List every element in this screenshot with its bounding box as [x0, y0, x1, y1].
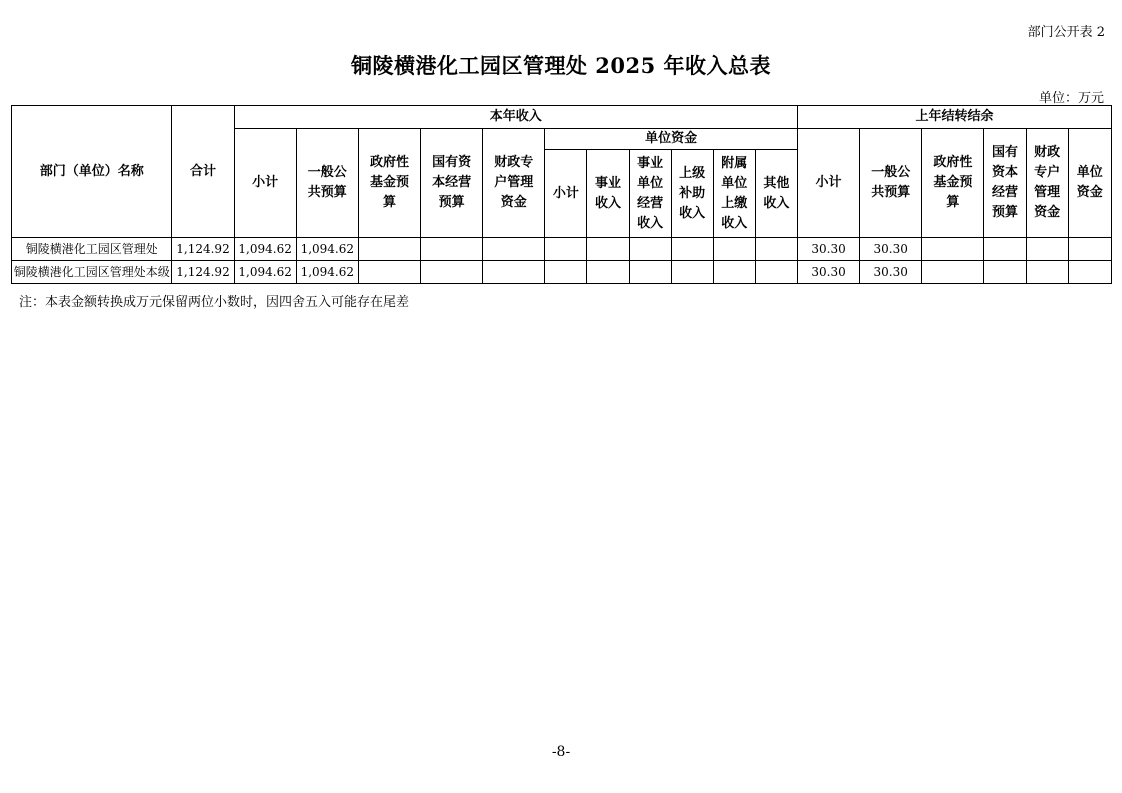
header-py-unit-funds-text: 单位资金 — [1076, 165, 1103, 200]
header-uf-other — [755, 150, 797, 238]
header-dept-name: 部门（单位）名称 — [12, 106, 172, 238]
row-py-unit-funds — [1068, 238, 1111, 261]
header-total: 合计 — [172, 106, 234, 238]
header-unit-funds: 单位资金 — [545, 129, 798, 150]
header-py-general-text: 一般公共预算 — [871, 165, 911, 200]
row-uf-operating — [629, 238, 671, 261]
row-cy-state-capital — [421, 238, 483, 261]
row-uf-other — [755, 261, 797, 284]
row-py-gov-fund — [922, 261, 984, 284]
header-py-state-capital-text: 国有资本经营预算 — [991, 145, 1018, 220]
row-uf-subtotal — [545, 238, 587, 261]
header-uf-other-text: 其他收入 — [763, 175, 790, 211]
header-cy-fiscal-special — [483, 129, 545, 238]
page-title: 铜陵横港化工园区管理处 2025 年收入总表 — [350, 53, 772, 78]
table-note: 注：本表金额转换成万元保留两位小数时，因四舍五入可能存在尾差 — [19, 295, 410, 310]
row-total: 1,124.92 — [172, 238, 234, 261]
row-cy-fiscal-special — [483, 238, 545, 261]
header-cy-subtotal: 小计 — [234, 129, 296, 238]
header-py-fiscal-special-text: 财政专户管理资金 — [1034, 145, 1061, 220]
header-uf-business — [587, 150, 629, 238]
row-py-subtotal: 30.30 — [797, 261, 859, 284]
header-py-state-capital — [984, 129, 1026, 238]
row-cy-gov-fund — [358, 261, 420, 284]
row-uf-subordinate — [713, 238, 755, 261]
header-prior-year: 上年结转结余 — [797, 106, 1111, 129]
row-uf-subordinate — [713, 261, 755, 284]
header-uf-subtotal: 小计 — [545, 150, 587, 238]
row-name: 铜陵横港化工园区管理处本级 — [12, 261, 172, 284]
row-uf-other — [755, 238, 797, 261]
header-py-gov-fund — [922, 129, 984, 238]
row-uf-business — [587, 261, 629, 284]
header-cy-fiscal-special-text: 财政专户管理资金 — [494, 155, 534, 210]
header-py-subtotal: 小计 — [797, 129, 859, 238]
row-py-state-capital — [984, 238, 1026, 261]
row-cy-gov-fund — [358, 238, 420, 261]
row-cy-general: 1,094.62 — [296, 261, 358, 284]
row-py-general: 30.30 — [860, 238, 922, 261]
income-summary-table — [11, 105, 1112, 284]
header-uf-superior-subsidy — [671, 150, 713, 238]
header-py-general — [860, 129, 922, 238]
unit-label: 单位：万元 — [1038, 91, 1104, 106]
row-uf-subtotal — [545, 261, 587, 284]
header-cy-state-capital-text: 国有资本经营预算 — [432, 155, 472, 210]
header-current-year: 本年收入 — [234, 106, 797, 129]
header-cy-general — [296, 129, 358, 238]
row-cy-subtotal: 1,094.62 — [234, 261, 296, 284]
row-uf-business — [587, 238, 629, 261]
row-py-unit-funds — [1068, 261, 1111, 284]
header-py-fiscal-special — [1026, 129, 1068, 238]
row-uf-operating — [629, 261, 671, 284]
header-uf-operating-text: 事业单位经营收入 — [637, 155, 664, 231]
header-uf-subordinate — [713, 150, 755, 238]
form-number: 部门公开表 2 — [1027, 25, 1105, 40]
header-cy-general-text: 一般公共预算 — [307, 165, 347, 200]
header-uf-operating — [629, 150, 671, 238]
row-cy-fiscal-special — [483, 261, 545, 284]
row-py-state-capital — [984, 261, 1026, 284]
row-cy-general: 1,094.62 — [296, 238, 358, 261]
header-py-unit-funds — [1068, 129, 1111, 238]
row-total: 1,124.92 — [172, 261, 234, 284]
row-py-gov-fund — [922, 238, 984, 261]
page-number: -8- — [551, 744, 571, 760]
row-uf-superior-subsidy — [671, 261, 713, 284]
row-py-fiscal-special — [1026, 261, 1068, 284]
header-py-gov-fund-text: 政府性基金预算 — [933, 155, 973, 210]
row-py-subtotal: 30.30 — [797, 238, 859, 261]
header-uf-superior-subsidy-text: 上级补助收入 — [679, 165, 706, 221]
header-cy-gov-fund-text: 政府性基金预算 — [369, 155, 409, 210]
header-uf-business-text: 事业收入 — [594, 175, 621, 211]
row-py-general: 30.30 — [860, 261, 922, 284]
header-cy-gov-fund — [358, 129, 420, 238]
row-py-fiscal-special — [1026, 238, 1068, 261]
row-uf-superior-subsidy — [671, 238, 713, 261]
header-cy-state-capital — [421, 129, 483, 238]
table-row — [12, 238, 1112, 261]
row-name: 铜陵横港化工园区管理处 — [12, 238, 172, 261]
header-uf-subordinate-text: 附属单位上缴收入 — [721, 155, 748, 231]
row-cy-state-capital — [421, 261, 483, 284]
table-row — [12, 261, 1112, 284]
row-cy-subtotal: 1,094.62 — [234, 238, 296, 261]
